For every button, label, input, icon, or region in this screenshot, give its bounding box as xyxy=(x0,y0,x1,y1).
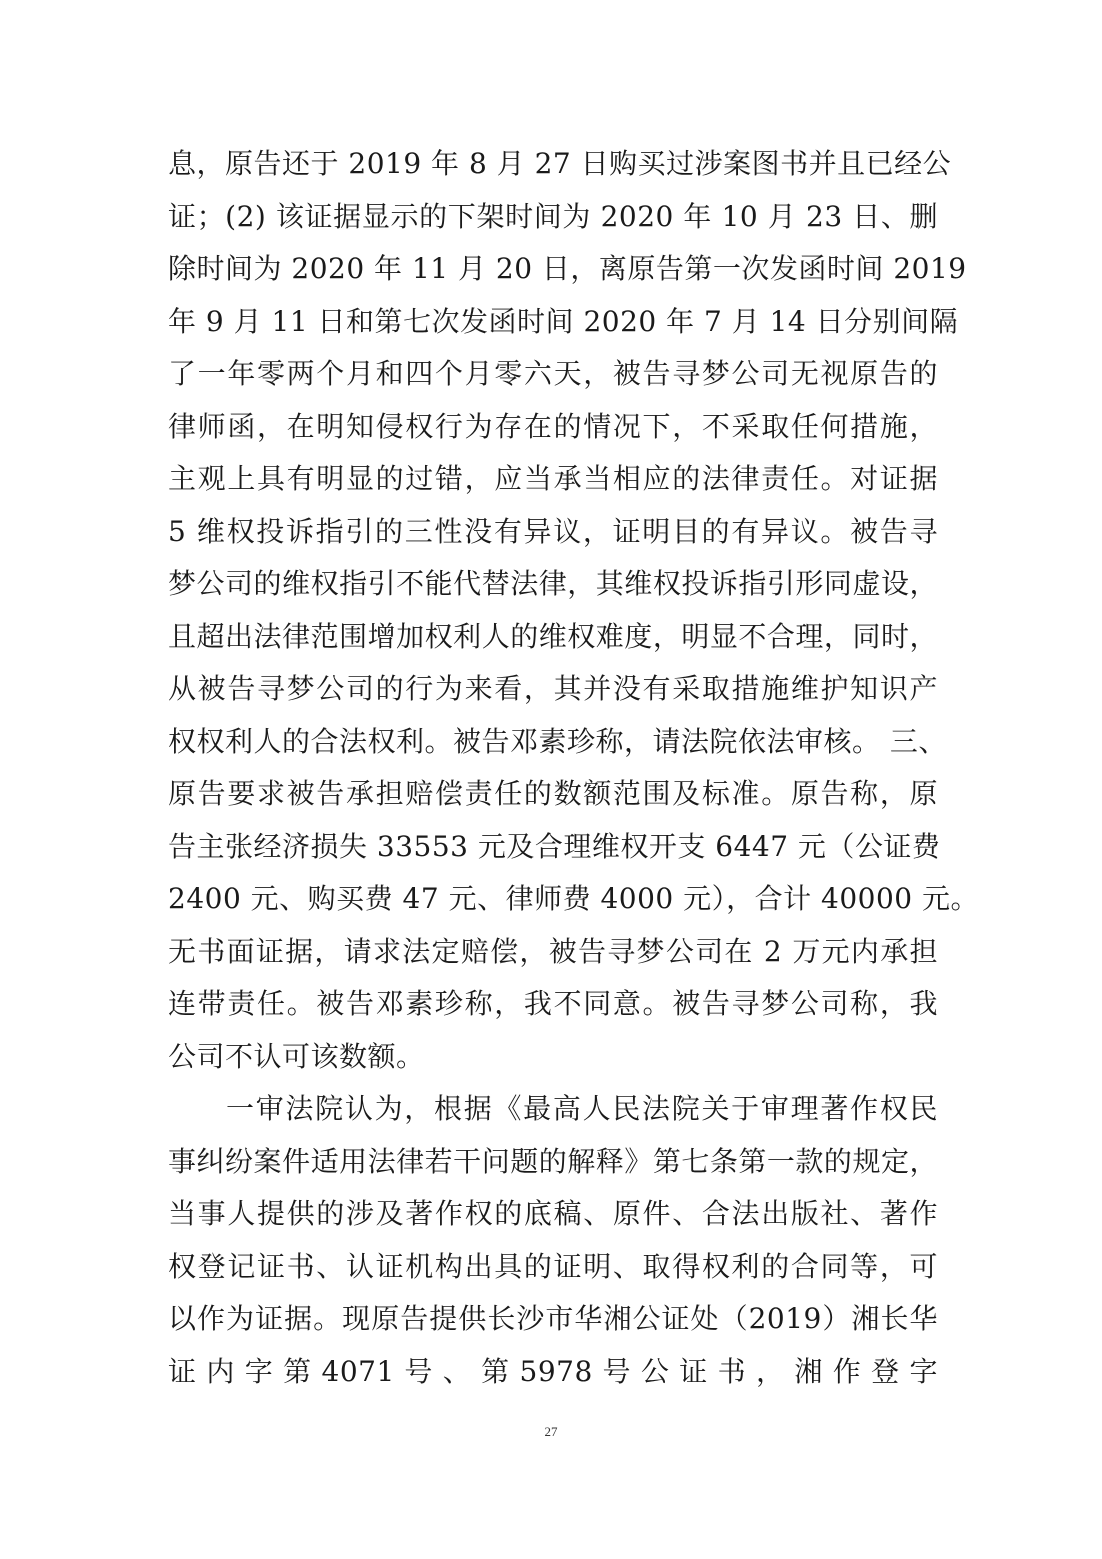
text-line: 除时间为 2020 年 11 月 20 日，离原告第一次发函时间 2019 xyxy=(168,252,967,285)
text-line: 5 维权投诉指引的三性没有异议，证明目的有异议。被告寻 xyxy=(168,514,938,548)
text-line: 连带责任。被告邓素珍称，我不同意。被告寻梦公司称，我 xyxy=(168,987,938,1020)
text-line: 梦公司的维权指引不能代替法律，其维权投诉指引形同虚设， xyxy=(168,567,938,600)
text-line: 事纠纷案件适用法律若干问题的解释》第七条第一款的规定， xyxy=(168,1144,938,1178)
text-line: 原告要求被告承担赔偿责任的数额范围及标准。原告称，原 xyxy=(168,777,938,810)
text-line: 律师函，在明知侵权行为存在的情况下，不采取任何措施， xyxy=(168,409,938,443)
text-line: 权权利人的合法权利。被告邓素珍称，请法院依法审核。 三、 xyxy=(168,724,947,758)
text-line: 告主张经济损失 33553 元及合理维权开支 6447 元（公证费 xyxy=(168,829,941,863)
text-line: 无书面证据，请求法定赔偿，被告寻梦公司在 2 万元内承担 xyxy=(168,934,938,968)
text-line: 证 内 字 第 4071 号 、 第 5978 号 公 证 书 ， 湘 作 登 字 xyxy=(168,1354,938,1388)
text-line: 息，原告还于 2019 年 8 月 27 日购买过涉案图书并且已经公 xyxy=(168,147,952,180)
text-line: 权登记证书、认证机构出具的证明、取得权利的合同等，可 xyxy=(168,1249,938,1283)
text-line: 2400 元、购买费 47 元、律师费 4000 元），合计 40000 元。 xyxy=(168,882,980,915)
text-line: 年 9 月 11 日和第七次发函时间 2020 年 7 月 14 日分别间隔 xyxy=(168,304,959,338)
text-line: 了一年零两个月和四个月零六天，被告寻梦公司无视原告的 xyxy=(168,357,938,390)
text-line: 当事人提供的涉及著作权的底稿、原件、合法出版社、著作 xyxy=(168,1197,938,1230)
text-line: 公司不认可该数额。 xyxy=(168,1039,425,1073)
text-line: 从被告寻梦公司的行为来看，其并没有采取措施维护知识产 xyxy=(168,672,938,705)
text-line: 且超出法律范围增加权利人的维权难度，明显不合理，同时， xyxy=(168,619,938,653)
text-line: 以作为证据。现原告提供长沙市华湘公证处（2019）湘长华 xyxy=(168,1302,938,1335)
page-number: 27 xyxy=(544,1424,558,1439)
paragraph-start-line: 一审法院认为，根据《最高人民法院关于审理著作权民 xyxy=(226,1092,938,1125)
body-text xyxy=(168,138,980,1398)
text-line: 主观上具有明显的过错，应当承当相应的法律责任。对证据 xyxy=(168,462,938,495)
text-line: 证；(2) 该证据显示的下架时间为 2020 年 10 月 23 日、删 xyxy=(168,199,938,233)
